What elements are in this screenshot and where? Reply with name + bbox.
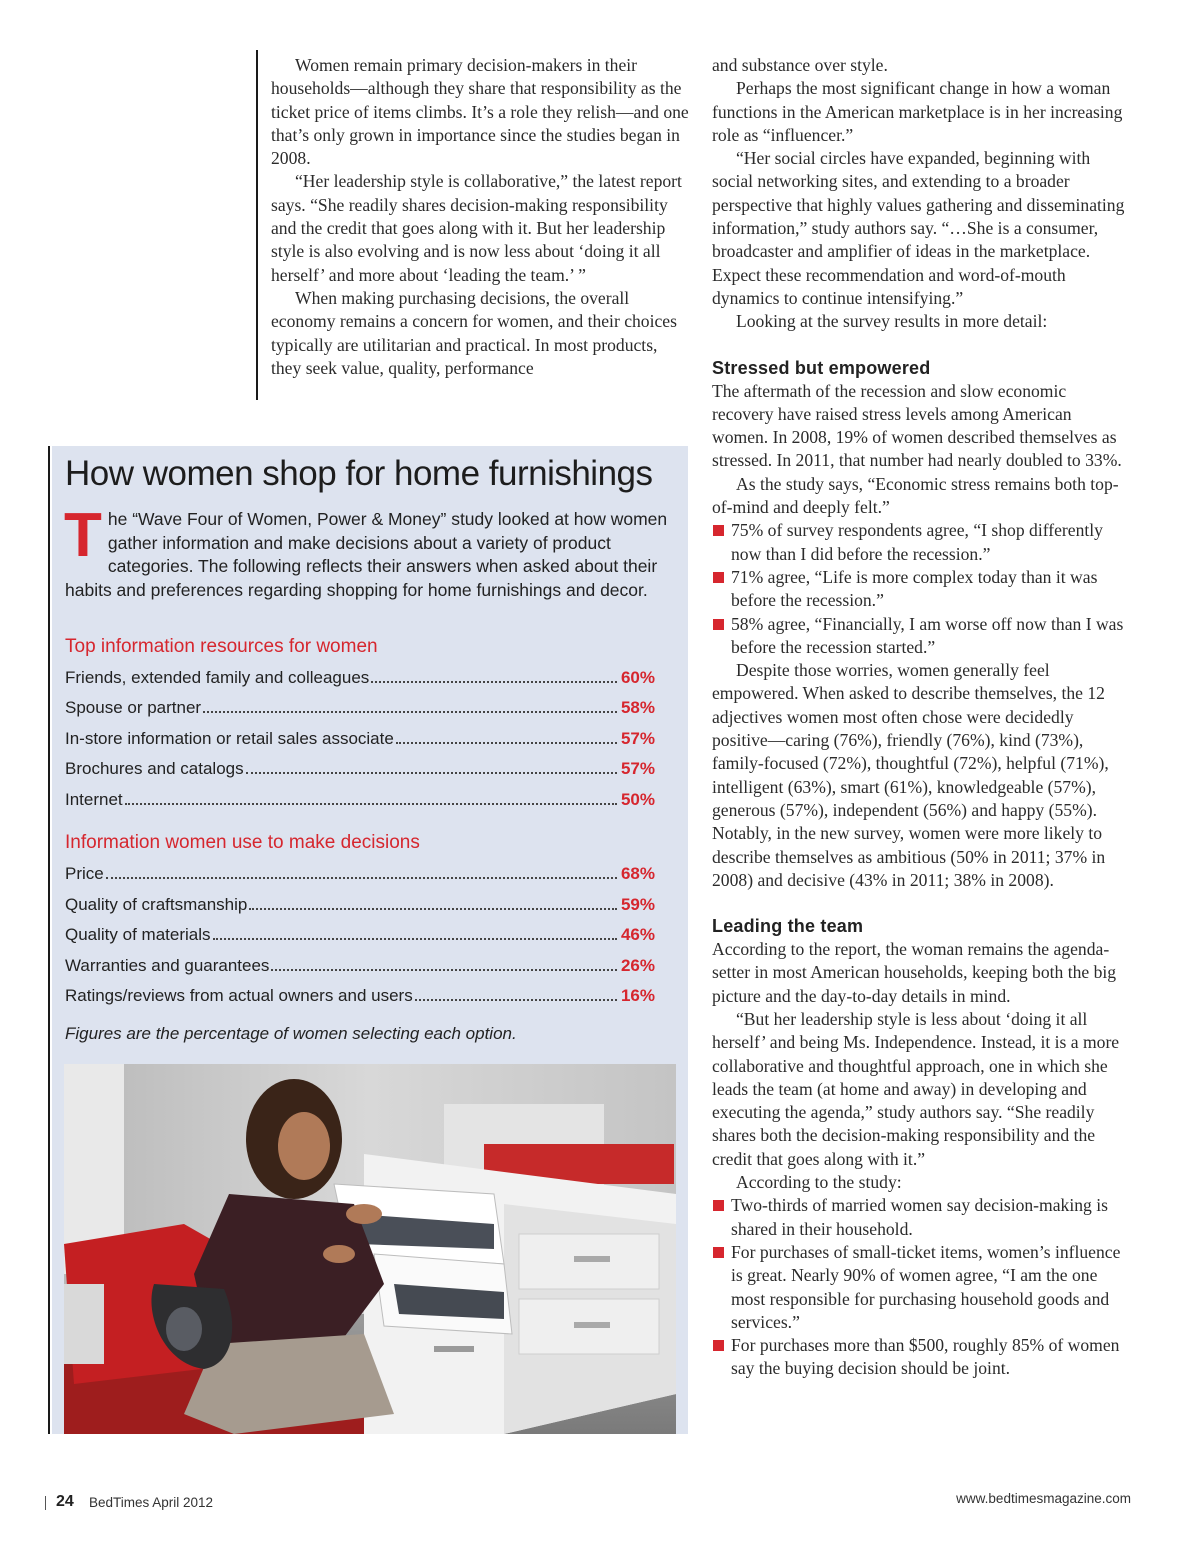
dot-leader: [106, 876, 617, 879]
paragraph: Perhaps the most significant change in how a woman functions in the American marketplace is in her increasing role as “influencer.”: [712, 78, 1123, 145]
bullet-list: [712, 1194, 1132, 1380]
bullet-square-icon: [713, 1200, 724, 1211]
paragraph: “Her leadership style is collaborative,” the latest report says. “She readily shares decision-making responsibility and the credit that goes along with it. But her leadership style is also evolving and is now less about ‘doing it all herself’ and more about ‘leading the team.’ ”: [271, 171, 682, 285]
paragraph: The aftermath of the recession and slow economic recovery have raised stress levels among American women. In 2008, 19% of women described themselves as stressed. In 2011, that number had nearly doubled to 33%.: [712, 380, 1122, 471]
article-column-2: [712, 54, 1132, 1381]
stat-row: Ratings/reviews from actual owners and users 16%: [65, 986, 655, 1005]
dot-leader: [203, 710, 617, 713]
stat-row: Internet 50%: [65, 790, 655, 809]
stat-row: Quality of craftsmanship 59%: [65, 895, 655, 914]
stat-row: Brochures and catalogs 57%: [65, 759, 655, 778]
list-item: 58% agree, “Financially, I am worse off now than I was before the recession started.”: [712, 613, 1132, 660]
bullet-square-icon: [713, 525, 724, 536]
sidebar-footnote: Figures are the percentage of women selecting each option.: [65, 1024, 517, 1043]
stat-row: In-store information or retail sales associate 57%: [65, 729, 655, 748]
stat-row: Price 68%: [65, 864, 655, 883]
sidebar-rule: [48, 446, 50, 1434]
photo-illustration: [64, 1064, 676, 1434]
paragraph: Despite those worries, women generally feel empowered. When asked to describe themselves, the 12 adjectives women most often chose were decidedly positive—caring (76%), friendly (76%), kind (73%), family-focused (72%), thoughtful (72%), helpful (71%), intelligent (63%), smart (61%), knowledgeable (57%), generous (57%), independent (56%) and happy (55%). Notably, in the new survey, women were more likely to describe themselves as ambitious (50% in 2011; 37% in 2008) and decisive (43% in 2011; 38% in 2008).: [712, 660, 1109, 890]
paragraph: Women remain primary decision-makers in their households—although they share that responsibility as the ticket price of items climbs. It’s a role they relish—and one that’s only grown in importance since the studies began in 2008.: [271, 55, 689, 169]
bullet-list: [712, 519, 1132, 659]
dot-leader: [415, 998, 617, 1001]
bullet-square-icon: [713, 1247, 724, 1258]
paragraph: According to the report, the woman remains the agenda-setter in most American households, keeping both the big picture and the day-to-day details in mind.: [712, 939, 1117, 1006]
list-item: 75% of survey respondents agree, “I shop differently now than I did before the recession.”: [712, 519, 1132, 566]
paragraph: As the study says, “Economic stress remains both top-of-mind and deeply felt.”: [712, 473, 1119, 518]
photo-woman-shopping: [64, 1064, 676, 1434]
paragraph: When making purchasing decisions, the overall economy remains a concern for women, and their choices typically are utilitarian and practical. In most products, they seek value, quality, performance: [271, 287, 677, 378]
sidebar-title: How women shop for home furnishings: [65, 454, 653, 493]
sidebar-intro: The “Wave Four of Women, Power & Money” study looked at how women gather information and make decisions about a variety of product categories. The following reflects their answers when asked about their habits and preferences regarding shopping for home furnishings and decor.: [64, 501, 668, 600]
stat-row: Warranties and guarantees 26%: [65, 956, 655, 975]
dot-leader: [371, 680, 617, 683]
drop-cap: T: [64, 501, 102, 570]
bullet-square-icon: [713, 1340, 724, 1351]
list-item: For purchases more than $500, roughly 85% of women say the buying decision should be joint.: [712, 1334, 1132, 1381]
list-item: 71% agree, “Life is more complex today than it was before the recession.”: [712, 566, 1132, 613]
publication-info: BedTimes April 2012: [89, 1495, 214, 1510]
stat-row: Quality of materials 46%: [65, 925, 655, 944]
stat-row: Spouse or partner 58%: [65, 698, 655, 717]
list-heading: Information women use to make decisions: [65, 832, 420, 853]
stat-row: Friends, extended family and colleagues 60%: [65, 668, 655, 687]
list-item: Two-thirds of married women say decision-making is shared in their household.: [712, 1194, 1132, 1241]
page-number: 24: [56, 1493, 74, 1510]
dot-leader: [396, 741, 617, 744]
sidebar-box: [52, 446, 688, 1434]
column-rule: [256, 50, 258, 400]
paragraph: “But her leadership style is less about ‘doing it all herself’ and being Ms. Independence. Instead, it is a more collaborative and thoughtful approach, one in which she leads the team (at home and away) in developing and executing the agenda,” study authors say. “She readily shares both the decision-making responsibility and the credit that goes along with it.”: [712, 1008, 1120, 1169]
paragraph: Looking at the survey results in more detail:: [736, 311, 1048, 332]
paragraph: According to the study:: [736, 1172, 902, 1193]
article-column-1: [271, 54, 689, 380]
section-heading: Stressed but empowered: [712, 357, 931, 378]
list-item: For purchases of small-ticket items, women’s influence is great. Nearly 90% of women agree, “I am the one most responsible for purchasing household goods and services.”: [712, 1241, 1132, 1334]
bullet-square-icon: [713, 572, 724, 583]
dot-leader: [213, 937, 617, 940]
dot-leader: [246, 771, 617, 774]
dot-leader: [125, 802, 617, 805]
website-url: www.bedtimesmagazine.com: [956, 1491, 1131, 1506]
paragraph: and substance over style.: [712, 55, 888, 75]
section-heading: Leading the team: [712, 916, 864, 937]
bullet-square-icon: [713, 619, 724, 630]
paragraph: “Her social circles have expanded, beginning with social networking sites, and extending to a broader perspective that highly values gathering and disseminating information,” study authors say. “…She is a consumer, broadcaster and amplifier of ideas in the marketplace. Expect these recommendation and word-of-mouth dynamics to continue intensifying.”: [712, 148, 1125, 308]
dot-leader: [249, 907, 617, 910]
list-heading: Top information resources for women: [65, 636, 378, 657]
footer-rule: [45, 1496, 46, 1510]
dot-leader: [271, 968, 617, 971]
